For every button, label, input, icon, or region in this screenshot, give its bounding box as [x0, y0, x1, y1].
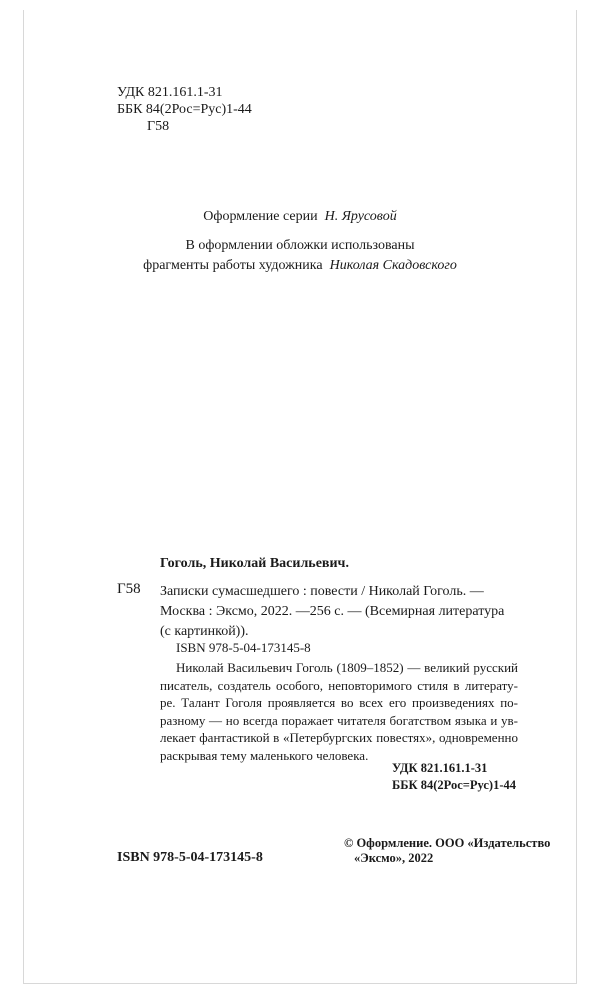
annotation-line: писатель, создатель особого, неповторимого стиля в литерату-	[160, 677, 518, 693]
copyright-line2: «Эксмо», 2022	[354, 851, 434, 865]
record-code: Г58	[117, 581, 141, 597]
cover-credit-prefix: фрагменты работы художника	[143, 258, 323, 273]
author-heading: Гоголь, Николай Васильевич.	[160, 556, 349, 571]
description-line: (с картинкой)).	[160, 624, 249, 639]
annotation	[160, 659, 518, 764]
description-line: Записки сумасшедшего : повести / Николай Гоголь. —	[160, 584, 484, 599]
classification-block	[117, 84, 252, 135]
annotation-line: ре. Талант Гоголя проявляется во всех его произведениях по-	[160, 695, 518, 710]
annotation-line: раскрывая тему маленького человека.	[160, 747, 369, 763]
series-designer-name: Н. Ярусовой	[324, 209, 397, 224]
copyright-notice	[344, 836, 550, 866]
record-isbn: ISBN 978-5-04-173145-8	[176, 640, 311, 655]
description-line: Москва : Эксмо, 2022. —256 с. — (Всемирная литература	[160, 604, 505, 619]
record-bbk: ББК 84(2Рос=Рус)1-44	[392, 778, 516, 792]
annotation-line: разному — но всегда поражает читателя богатством языка и ув-	[160, 712, 518, 728]
series-design-prefix: Оформление серии	[203, 209, 318, 224]
bibliographic-description	[160, 582, 518, 642]
cover-credit	[0, 236, 600, 276]
series-design-credit	[0, 209, 600, 225]
udk-code: УДК 821.161.1-31	[117, 85, 223, 100]
cover-credit-line1: В оформлении обложки использованы	[185, 238, 415, 253]
bbk-code: ББК 84(2Рос=Рус)1-44	[117, 102, 252, 117]
record-classification	[392, 760, 516, 794]
annotation-line: лекает фантастикой в «Петербургских повестях», одновременно	[160, 730, 518, 745]
copyright-line1: © Оформление. ООО «Издательство	[344, 836, 551, 850]
author-code: Г58	[147, 119, 170, 134]
record-udk: УДК 821.161.1-31	[392, 761, 488, 775]
cover-artist-name: Николая Скадовского	[329, 258, 457, 273]
footer-isbn: ISBN 978-5-04-173145-8	[117, 850, 263, 865]
annotation-line: Николай Васильевич Гоголь (1809–1852) — великий русский	[176, 660, 518, 675]
